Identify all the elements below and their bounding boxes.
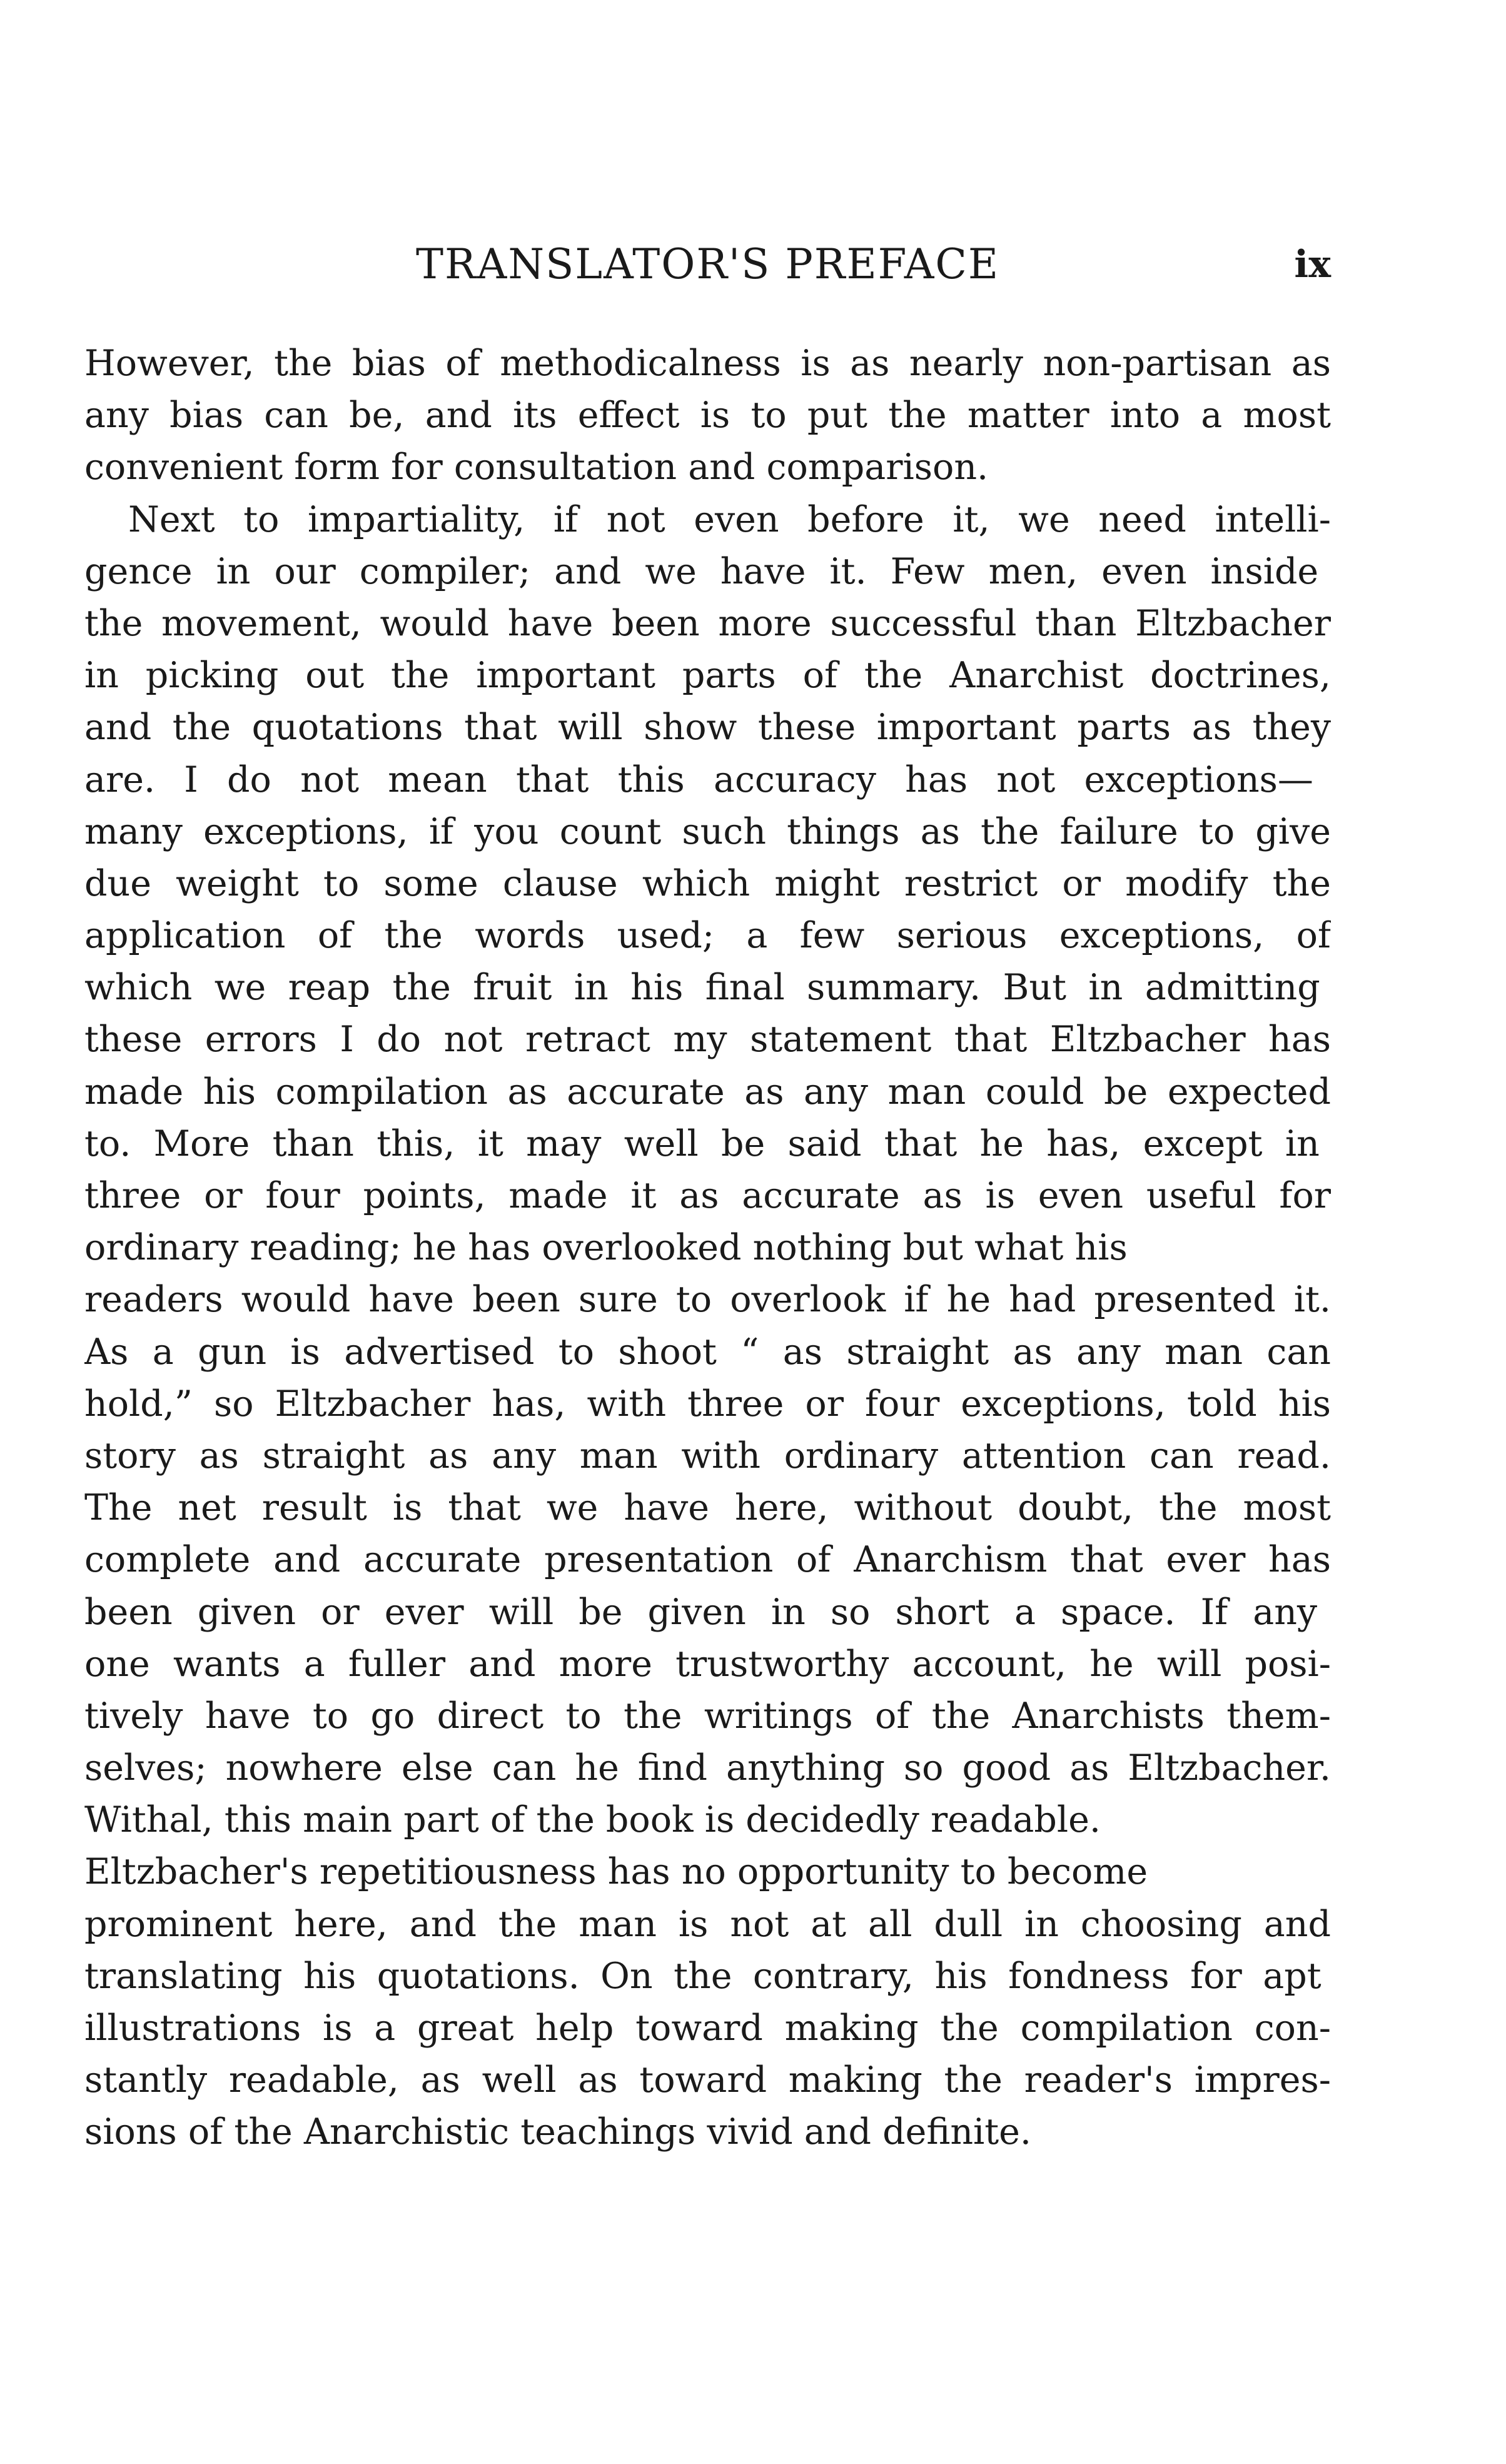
text-line: translating his quotations. On the contrary, his fondness for apt — [84, 1955, 1322, 1997]
text-line: complete and accurate presentation of Anarchism that ever has — [84, 1539, 1331, 1581]
text-line: many exceptions, if you count such things as the failure to give — [84, 810, 1331, 852]
text-line: are. I do not mean that this accuracy has not exceptions— — [84, 759, 1313, 800]
text-line: three or four points, made it as accurate as is even useful for — [84, 1175, 1331, 1216]
text-line: the movement, would have been more successful than Eltzbacher — [84, 602, 1331, 644]
text-line: these errors I do not retract my statement that Eltzbacher has — [84, 1019, 1331, 1061]
page-number: ix — [1294, 243, 1331, 286]
text-line: readers would have been sure to overlook if he had presented it. — [84, 1279, 1331, 1321]
text-line: made his compilation as accurate as any man could be expected — [84, 1071, 1331, 1113]
text-line: convenient form for consultation and comparison. — [84, 447, 989, 488]
text-line: As a gun is advertised to shoot “ as straight as any man can — [84, 1331, 1331, 1373]
text-line: been given or ever will be given in so short a space. If any — [84, 1591, 1318, 1633]
text-line: ordinary reading; he has overlooked nothing but what his — [84, 1227, 1128, 1269]
text-line: stantly readable, as well as toward making the reader's impres- — [84, 2059, 1331, 2101]
paragraph-last-line: sions of the Anarchistic teachings vivid and definite. — [84, 2111, 1032, 2153]
text-line: tively have to go direct to the writings of the Anarchists them- — [84, 1695, 1331, 1737]
text-line: hold,” so Eltzbacher has, with three or four exceptions, told his — [84, 1383, 1331, 1425]
paragraph-first-line: Next to impartiality, if not even before it, we need intelli- — [128, 498, 1331, 540]
text-line: to. More than this, it may well be said that he has, except in — [84, 1123, 1320, 1164]
text-line: selves; nowhere else can he find anything so good as Eltzbacher. — [84, 1747, 1331, 1789]
text-line: However, the bias of methodicalness is as nearly non-partisan as — [84, 343, 1331, 384]
text-line: story as straight as any man with ordinary attention can read. — [84, 1435, 1331, 1477]
text-line: which we reap the fruit in his final summary. But in admitting — [84, 967, 1320, 1009]
text-line: due weight to some clause which might restrict or modify the — [84, 862, 1331, 904]
text-line: one wants a fuller and more trustworthy account, he will posi- — [84, 1643, 1331, 1685]
text-line: Withal, this main part of the book is decidedly readable. — [84, 1799, 1101, 1841]
text-line: The net result is that we have here, without doubt, the most — [84, 1487, 1331, 1529]
text-line: in picking out the important parts of the Anarchist doctrines, — [84, 655, 1331, 697]
text-line: Eltzbacher's repetitiousness has no opportunity to become — [84, 1851, 1148, 1893]
text-line: gence in our compiler; and we have it. Few men, even inside — [84, 550, 1319, 592]
text-line: application of the words used; a few serious exceptions, of — [84, 915, 1331, 957]
body-text — [84, 338, 1331, 2159]
text-line: and the quotations that will show these important parts as they — [84, 707, 1331, 749]
running-title: TRANSLATOR'S PREFACE — [415, 240, 1000, 288]
text-line: any bias can be, and its effect is to put the matter into a most — [84, 395, 1331, 437]
page-header — [84, 236, 1331, 293]
text-line: illustrations is a great help toward making the compilation con- — [84, 2007, 1331, 2049]
text-line: prominent here, and the man is not at all dull in choosing and — [84, 1903, 1331, 1945]
